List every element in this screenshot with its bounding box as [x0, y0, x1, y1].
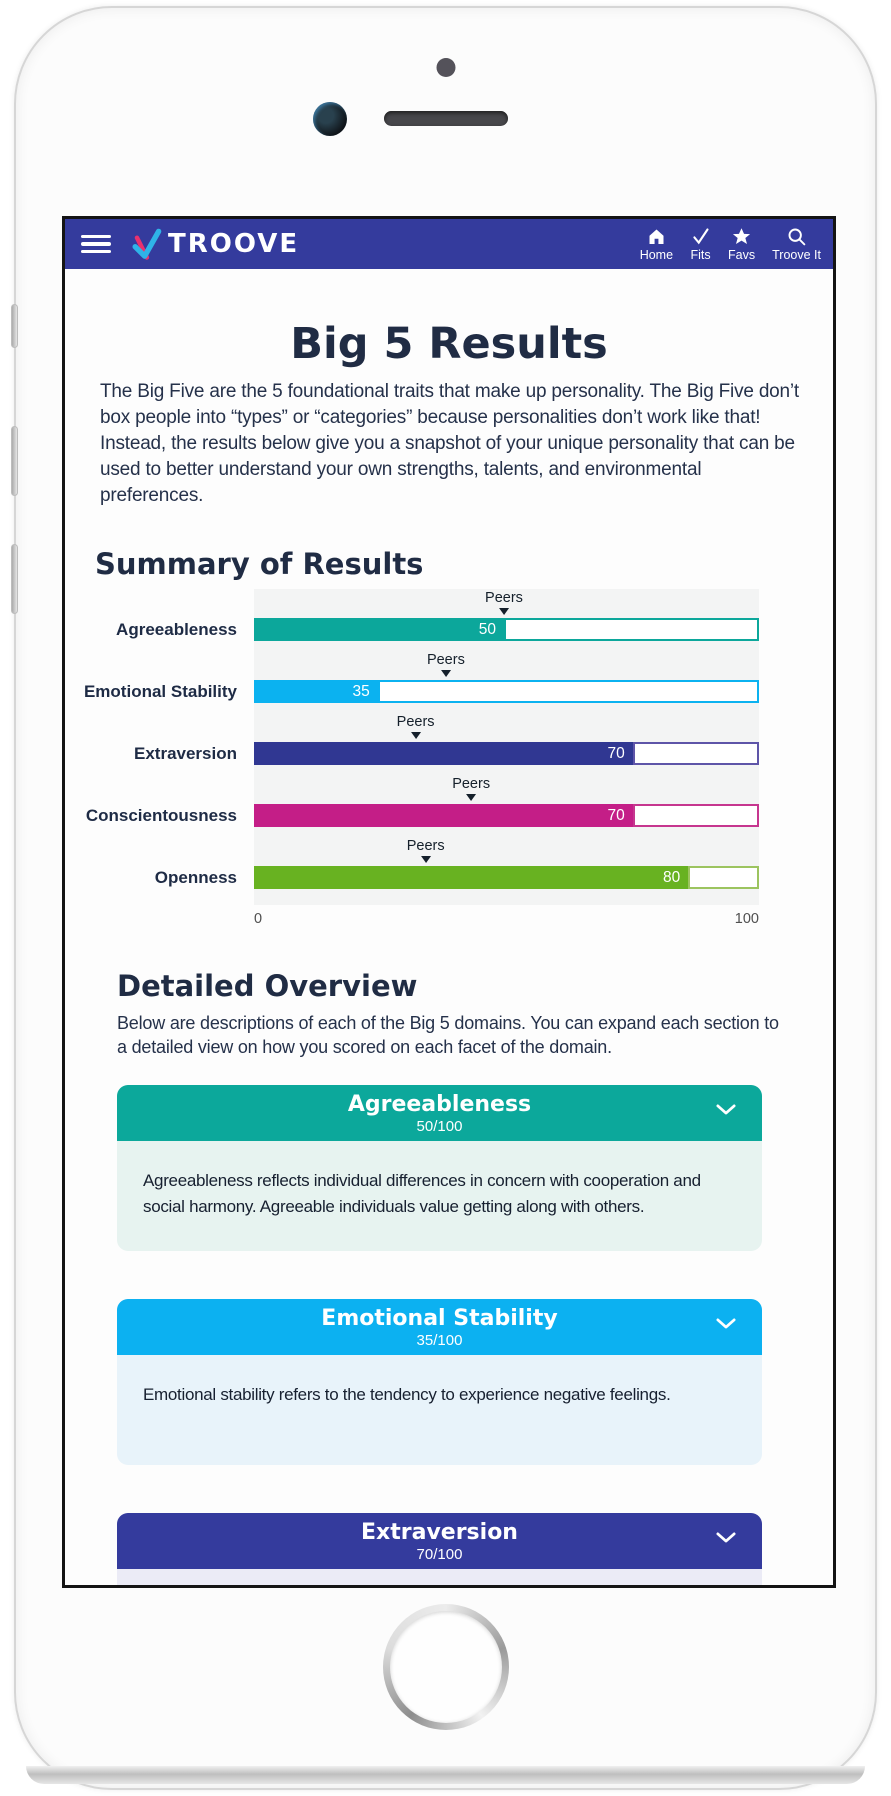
phone-bottom-edge [26, 1766, 865, 1784]
bar-track [254, 765, 759, 827]
bar-track [254, 589, 759, 641]
trait-label: Agreeableness [116, 620, 237, 639]
mute-switch [11, 304, 18, 348]
peers-marker [407, 838, 445, 863]
proximity-sensor [436, 58, 455, 77]
peers-arrow-icon [499, 608, 509, 615]
x-axis-max: 100 [734, 911, 759, 927]
score-value: 70 [607, 806, 625, 824]
big5-bar-chart [65, 589, 833, 927]
score-bar-fill [254, 742, 633, 765]
peers-marker [452, 776, 490, 801]
peers-label: Peers [406, 838, 445, 854]
card-title: Emotional Stability [321, 1306, 558, 1331]
trait-label: Extraversion [134, 744, 237, 763]
peers-marker [427, 652, 465, 677]
nav-item-fits[interactable] [690, 226, 711, 262]
detailed-overview-section [117, 969, 781, 1588]
trait-label: Conscientousness [85, 806, 237, 825]
trait-label: Emotional Stability [83, 682, 237, 701]
score-bar-fill [254, 866, 688, 889]
chart-row-openness [65, 827, 833, 889]
page-title: Big 5 Results [290, 319, 608, 369]
score-bar [254, 618, 759, 641]
bar-track [254, 703, 759, 765]
peers-label: Peers [396, 714, 435, 730]
nav-item-label: Troove It [772, 248, 821, 262]
peers-label: Peers [485, 590, 523, 606]
peers-marker [485, 590, 523, 615]
card-body [117, 1569, 762, 1588]
score-bar-remainder [633, 742, 759, 765]
peers-arrow-icon [411, 732, 421, 739]
peers-arrow-icon [441, 670, 451, 677]
star-icon [731, 226, 752, 247]
peers-marker [397, 714, 435, 739]
x-axis [254, 911, 759, 927]
chart-row-agreeableness [65, 589, 833, 641]
card-body [117, 1355, 762, 1465]
score-bar-fill [254, 680, 378, 703]
card-description: Emotional stability refers to the tendency to experience negative feelings. [143, 1385, 671, 1404]
page-intro: The Big Five are the 5 foundational traits that make up personality. The Big Five don’t box people into “types” or “categories” because personalities don’t work like that! Instead, the results below give you a snapshot of your unique personality that can be used to better understand your own strengths, talents, and environmental preferences. [100, 381, 800, 506]
search-icon [786, 226, 807, 247]
x-axis-min: 0 [254, 911, 263, 927]
score-bar-fill [254, 618, 504, 641]
peers-arrow-icon [466, 794, 476, 801]
score-bar-fill [254, 804, 633, 827]
domain-card-extraversion [117, 1513, 762, 1588]
nav-item-label: Favs [728, 248, 756, 262]
summary-heading: Summary of Results [95, 547, 424, 581]
score-bar [254, 742, 759, 765]
card-score: 70/100 [416, 1546, 463, 1563]
score-bar-remainder [633, 804, 759, 827]
peers-label: Peers [426, 652, 465, 668]
home-icon [646, 226, 667, 247]
hamburger-menu-icon[interactable] [81, 235, 111, 253]
chevron-down-icon [716, 1318, 736, 1329]
front-camera [313, 102, 347, 136]
card-header-agreeableness[interactable] [117, 1085, 762, 1141]
domain-cards [117, 1085, 781, 1588]
phone-screen [62, 216, 836, 1588]
card-title: Agreeableness [347, 1092, 532, 1117]
card-body [117, 1141, 762, 1251]
nav-item-label: Home [639, 248, 674, 262]
troove-check-icon [127, 226, 165, 262]
score-bar [254, 866, 759, 889]
bar-track [254, 827, 759, 889]
chevron-down-icon [716, 1104, 736, 1115]
bar-track [254, 641, 759, 703]
nav-item-label: Fits [690, 248, 711, 262]
score-value: 50 [478, 620, 496, 638]
score-bar [254, 804, 759, 827]
score-bar [254, 680, 759, 703]
phone-frame [14, 6, 877, 1790]
brand-text: TROOVE [168, 229, 300, 259]
card-title: Extraversion [361, 1520, 518, 1545]
chart-row-extraversion [65, 703, 833, 765]
score-bar-remainder [688, 866, 759, 889]
domain-card-agreeableness [117, 1085, 762, 1251]
chart-row-conscientousness [65, 765, 833, 827]
card-header-emotional-stability[interactable] [117, 1299, 762, 1355]
domain-card-emotional-stability [117, 1299, 762, 1465]
detailed-intro: Below are descriptions of each of the Big 5 domains. You can expand each section to a detailed view on how you scored on each facet of the domain. [117, 1013, 779, 1057]
score-bar-remainder [504, 618, 759, 641]
check-icon [690, 226, 711, 247]
card-header-extraversion[interactable] [117, 1513, 762, 1569]
nav-item-home[interactable] [640, 226, 673, 262]
home-button [383, 1604, 509, 1730]
card-score: 35/100 [416, 1332, 463, 1349]
card-description: Agreeableness reflects individual differences in concern with cooperation and social harmony. Agreeable individuals value getting along with others. [143, 1171, 701, 1216]
volume-down-button [11, 544, 18, 614]
app-navbar [65, 219, 833, 269]
chevron-down-icon [716, 1532, 736, 1543]
nav-item-favs[interactable] [728, 226, 755, 262]
detailed-heading: Detailed Overview [117, 969, 418, 1003]
results-page [65, 319, 833, 1588]
chart-background-pad [254, 889, 759, 905]
peers-arrow-icon [421, 856, 431, 863]
trait-label: Openness [154, 868, 237, 887]
troove-logo[interactable] [127, 226, 299, 262]
peers-label: Peers [452, 776, 491, 792]
score-value: 80 [663, 868, 681, 886]
volume-up-button [11, 426, 18, 496]
score-value: 70 [607, 744, 625, 762]
earpiece-speaker [384, 111, 508, 126]
chart-row-emotional-stability [65, 641, 833, 703]
score-bar-remainder [378, 680, 759, 703]
navbar-items [640, 226, 821, 262]
nav-item-troove-it[interactable] [772, 226, 821, 262]
card-score: 50/100 [416, 1118, 463, 1135]
score-value: 35 [352, 682, 370, 700]
